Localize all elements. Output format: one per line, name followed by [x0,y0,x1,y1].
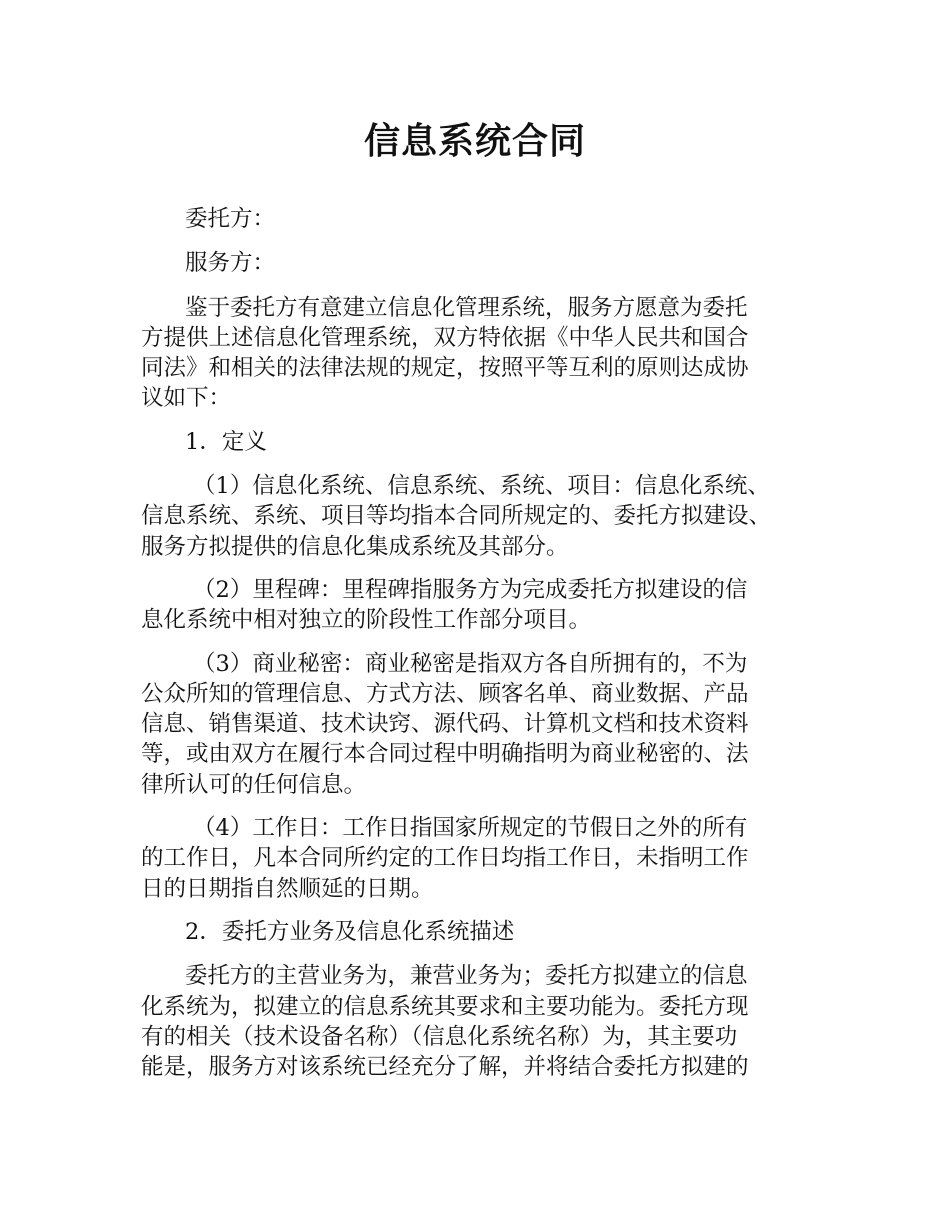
section-heading-definitions [141,427,821,457]
definition-line: 信息系统、系统、项目等均指本合同所规定的、委托方拟建设、 [141,503,772,530]
business-line: 委托方的主营业务为，兼营业务为；委托方拟建立的信息 [185,963,748,990]
provider-line: 服务方： [185,250,276,277]
preamble-line: 议如下： [141,385,232,412]
definition-paragraph-4 [141,813,821,904]
preamble-line: 鉴于委托方有意建立信息化管理系统，服务方愿意为委托 [185,294,748,321]
section-heading-business [141,917,821,947]
business-paragraph [141,961,821,1082]
business-line: 化系统为，拟建立的信息系统其要求和主要功能为。委托方现 [141,993,749,1020]
section-heading-line: 2．委托方业务及信息化系统描述 [185,918,515,945]
definition-line: 息化系统中相对独立的阶段性工作部分项目。 [141,607,592,634]
definition-line: （2）里程碑：里程碑指服务方为完成委托方拟建设的信 [193,576,748,603]
client-field [141,204,821,234]
definition-line: （1）信息化系统、信息系统、系统、项目：信息化系统、 [193,473,770,500]
preamble-paragraph [141,293,821,414]
section-heading-line: 1．定义 [185,428,267,455]
document-body [141,204,821,1095]
definition-line: 日的日期指自然顺延的日期。 [141,875,434,902]
definition-line: （3）商业秘密：商业秘密是指双方各自所拥有的，不为 [193,650,748,677]
definition-line: 等，或由双方在履行本合同过程中明确指明为商业秘密的、法 [141,741,749,768]
business-line: 有的相关（技术设备名称）（信息化系统名称）为，其主要功 [141,1023,738,1050]
document-title: 信息系统合同 [363,121,586,162]
client-line: 委托方： [185,206,276,232]
definition-line: 服务方拟提供的信息化集成系统及其部分。 [141,533,569,560]
provider-field [141,248,821,278]
definition-line: 公众所知的管理信息、方式方法、顾客名单、商业数据、产品 [141,680,749,707]
definition-line: 律所认可的任何信息。 [141,771,367,798]
definition-line: 的工作日，凡本合同所约定的工作日均指工作日，未指明工作 [141,845,749,872]
definition-line: （4）工作日：工作日指国家所规定的节假日之外的所有 [193,815,748,842]
business-line: 能是，服务方对该系统已经充分了解，并将结合委托方拟建的 [141,1054,749,1081]
preamble-line: 方提供上述信息化管理系统，双方特依据《中华人民共和国合 [141,324,749,351]
definition-line: 信息、销售渠道、技术诀窍、源代码、计算机文档和技术资料 [141,711,749,738]
definition-paragraph-1 [141,471,821,562]
definition-paragraph-2 [141,575,821,636]
definition-paragraph-3 [141,649,821,800]
preamble-line: 同法》和相关的法律法规的规定，按照平等互利的原则达成协 [141,355,749,382]
